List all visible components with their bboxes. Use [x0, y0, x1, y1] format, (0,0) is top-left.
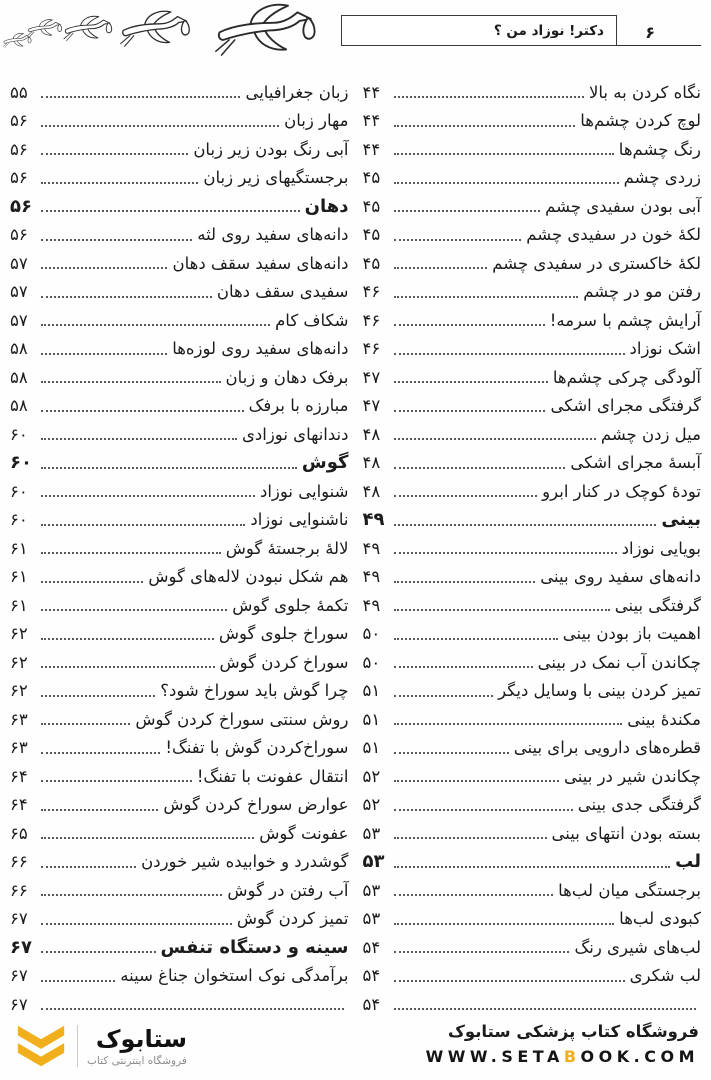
toc-entry-page: ۵۱ [362, 738, 381, 758]
toc-entry-page: ۵۳ [362, 880, 381, 900]
toc-entry-page: ۶۷ [10, 994, 28, 1014]
toc-entry-page: ۴۵ [362, 168, 381, 188]
toc-entry-title: هم شکل نبودن لاله‌های گوش [148, 567, 349, 587]
toc-entry-page: ۶۱ [10, 567, 28, 587]
toc-entry [10, 762, 349, 791]
toc-entry-page: ۵۰ [362, 624, 381, 644]
toc-leader-dots [394, 980, 625, 982]
toc-entry-title: مکندهٔ بینی [627, 709, 701, 729]
toc-entry-page: ۵۶ [10, 139, 28, 159]
toc-entry-page: ۵۸ [10, 396, 28, 416]
toc-column-left [10, 78, 349, 1014]
toc-leader-dots [41, 524, 245, 526]
toc-leader-dots [394, 581, 536, 583]
page-number: ۶ [645, 23, 655, 42]
toc-entry [363, 78, 702, 107]
toc-leader-dots [394, 695, 494, 697]
toc-entry [363, 591, 702, 620]
toc-leader-dots [41, 467, 297, 469]
toc-entry-page: ۵۱ [362, 681, 381, 701]
toc-leader-dots [394, 96, 584, 98]
toc-entry-title: تکمهٔ جلوی گوش [232, 595, 349, 615]
toc-entry [10, 848, 349, 877]
toc-entry-title: لب‌های شیری رنگ [574, 937, 701, 957]
toc-entry [363, 677, 702, 706]
toc-entry-page: ۵۴ [362, 994, 381, 1014]
toc-entry-page: ۶۷ [10, 909, 28, 929]
toc-leader-dots [394, 239, 522, 241]
running-head [341, 15, 701, 46]
toc-entry-page: ۶۷ [10, 936, 32, 958]
toc-entry-title: شکاف کام [275, 310, 349, 330]
toc-leader-dots [41, 267, 167, 269]
toc-entry-title: دهان [304, 195, 349, 217]
toc-entry [10, 420, 349, 449]
toc-entry-page: ۵۴ [362, 937, 381, 957]
toc-entry [363, 449, 702, 478]
toc-entry-page: ۵۸ [10, 339, 28, 359]
toc-entry-title: تمیز کردن گوش [236, 909, 349, 929]
toc-entry-page: ۶۰ [10, 452, 32, 474]
toc-leader-dots [41, 894, 222, 896]
toc-entry-title: عوارض سوراخ کردن گوش [163, 795, 349, 815]
toc-entry-title: آرایش چشم با سرمه! [549, 310, 701, 330]
toc-leader-dots [41, 495, 255, 497]
toc-entry [10, 791, 349, 820]
toc-entry-title: میل زدن چشم [600, 424, 701, 444]
toc-entry-page: ۴۷ [362, 396, 381, 416]
toc-entry [363, 705, 702, 734]
toc-leader-dots [394, 467, 566, 469]
toc-leader-dots [41, 752, 160, 754]
toc-entry [363, 221, 702, 250]
toc-leader-dots [394, 894, 554, 896]
toc-entry [363, 164, 702, 193]
toc-entry [10, 620, 349, 649]
toc-leader-dots [41, 723, 130, 725]
toc-entry-title: آبی بودن سفیدی چشم [545, 196, 701, 216]
toc-entry [363, 420, 702, 449]
toc-leader-dots [394, 1008, 697, 1010]
toc-leader-dots [394, 780, 560, 782]
toc-entry-page: ۵۶ [10, 195, 32, 217]
toc-entry [10, 392, 349, 421]
toc-entry-title: برجستگی میان لب‌ها [558, 880, 701, 900]
toc-entry-page: ۶۴ [10, 795, 28, 815]
toc-entry [10, 335, 349, 364]
toc-entry [10, 990, 349, 1019]
toc-entry-title: مهار زبان [284, 111, 349, 131]
toc-entry-page: ۶۲ [10, 681, 28, 701]
toc-entry-page: ۶۵ [10, 823, 28, 843]
toc-entry [10, 648, 349, 677]
table-of-contents [10, 78, 701, 1014]
toc-entry-page: ۵۴ [362, 966, 381, 986]
toc-entry-title: لوچ کردن چشم‌ها [580, 111, 701, 131]
toc-entry [363, 762, 702, 791]
toc-leader-dots [41, 239, 192, 241]
toc-entry-page: ۶۱ [10, 538, 28, 558]
toc-entry [10, 591, 349, 620]
toc-entry [363, 620, 702, 649]
toc-entry [363, 848, 702, 877]
toc-entry [363, 363, 702, 392]
toc-leader-dots [394, 495, 538, 497]
toc-entry-title: گرفتگی مجرای اشکی [550, 396, 701, 416]
toc-entry-page: ۵۵ [10, 82, 28, 102]
toc-entry-page: ۵۱ [362, 709, 381, 729]
toc-entry-title: بسته بودن انتهای بینی [551, 823, 701, 843]
brand-text [87, 1026, 187, 1067]
toc-entry-title: سوراخ‌کردن گوش با تفنگ! [165, 738, 349, 758]
toc-entry-title: نگاه کردن به بالا [588, 82, 701, 102]
toc-leader-dots [41, 438, 237, 440]
toc-entry-page: ۴۹ [362, 567, 381, 587]
toc-leader-dots [41, 324, 270, 326]
toc-entry-page: ۵۷ [10, 253, 28, 273]
toc-entry [363, 734, 702, 763]
toc-leader-dots [394, 837, 547, 839]
toc-leader-dots [41, 1008, 344, 1010]
toc-entry-title: رفتن مو در چشم [583, 282, 701, 302]
toc-entry-title: لب شکری [629, 966, 701, 986]
toc-entry-page: ۵۲ [362, 795, 381, 815]
brand-divider [77, 1025, 78, 1067]
toc-entry-title: سوراخ کردن گوش [219, 652, 349, 672]
toc-entry [10, 905, 349, 934]
toc-leader-dots [394, 609, 610, 611]
toc-leader-dots [394, 638, 558, 640]
toc-entry-page: ۴۵ [362, 253, 381, 273]
toc-entry [363, 990, 702, 1019]
toc-entry [10, 192, 349, 221]
toc-entry [10, 363, 349, 392]
toc-entry-title: آلودگی چرکی چشم‌ها [552, 367, 701, 387]
toc-entry-title: اشک نوزاد [629, 339, 701, 359]
toc-entry [10, 249, 349, 278]
toc-entry-title: آبی رنگ بودن زیر زبان [193, 139, 349, 159]
toc-entry [10, 278, 349, 307]
toc-leader-dots [394, 809, 573, 811]
toc-entry-page: ۶۶ [10, 880, 28, 900]
toc-entry-page: ۴۵ [362, 196, 381, 216]
toc-leader-dots [394, 182, 619, 184]
toc-entry [363, 335, 702, 364]
toc-entry-page: ۶۰ [10, 424, 28, 444]
toc-entry-title: اهمیت باز بودن بینی [562, 624, 701, 644]
toc-entry-page: ۴۷ [362, 367, 381, 387]
toc-entry-title: چکاندن آب نمک در بینی [537, 652, 701, 672]
toc-leader-dots [41, 552, 221, 554]
toc-entry-page: ۴۹ [362, 538, 381, 558]
stork-illustration [0, 0, 340, 66]
toc-entry-title: آب رفتن در گوش [227, 880, 349, 900]
toc-leader-dots [41, 980, 115, 982]
stork-icon [64, 16, 112, 40]
toc-entry-title: لکهٔ خون در سفیدی چشم [526, 225, 701, 245]
footer-store-info [426, 1022, 699, 1066]
book-title-box [341, 15, 617, 46]
toc-entry-page: ۴۶ [362, 310, 381, 330]
toc-entry-page: ۶۳ [10, 738, 28, 758]
toc-entry-title: گرفتگی بینی [614, 595, 701, 615]
toc-entry-title: بینی [661, 509, 701, 531]
toc-entry [10, 477, 349, 506]
toc-entry-title: روش سنتی سوراخ کردن گوش [135, 709, 349, 729]
toc-entry-page: ۴۸ [362, 424, 381, 444]
toc-entry-page: ۵۳ [362, 909, 381, 929]
toc-entry-page: ۶۶ [10, 852, 28, 872]
toc-leader-dots [394, 410, 546, 412]
toc-leader-dots [41, 153, 188, 155]
toc-entry-page: ۵۲ [362, 766, 381, 786]
toc-entry [10, 534, 349, 563]
toc-leader-dots [394, 723, 623, 725]
toc-entry-title: قطره‌های دارویی برای بینی [513, 738, 701, 758]
toc-leader-dots [394, 153, 614, 155]
toc-entry-title: لالهٔ برجستهٔ گوش [225, 538, 349, 558]
toc-leader-dots [41, 410, 244, 412]
toc-entry-page: ۶۳ [10, 709, 28, 729]
toc-leader-dots [41, 96, 240, 98]
toc-leader-dots [41, 609, 227, 611]
toc-leader-dots [394, 866, 671, 868]
toc-entry-page: ۶۲ [10, 624, 28, 644]
toc-entry-title: گرفتگی جدی بینی [577, 795, 701, 815]
toc-entry-page: ۵۰ [362, 652, 381, 672]
brand-title: ستابوک [95, 1024, 187, 1053]
toc-entry [363, 962, 702, 991]
toc-entry-title: چرا گوش باید سوراخ شود؟ [160, 681, 349, 701]
toc-entry-page: ۴۶ [362, 339, 381, 359]
toc-entry-page: ۶۲ [10, 652, 28, 672]
toc-entry-page: ۴۴ [362, 82, 381, 102]
toc-entry-title: سینه و دستگاه تنفس [160, 936, 349, 958]
toc-entry-page: ۵۶ [10, 168, 28, 188]
url-highlight: B [563, 1047, 581, 1066]
toc-leader-dots [41, 780, 192, 782]
toc-entry-title: سوراخ جلوی گوش [218, 624, 349, 644]
toc-entry-page: ۶۱ [10, 595, 28, 615]
toc-leader-dots [41, 923, 232, 925]
toc-leader-dots [41, 182, 198, 184]
toc-entry [363, 192, 702, 221]
toc-entry-title: انتقال عفونت با تفنگ! [196, 766, 349, 786]
toc-entry [10, 135, 349, 164]
toc-entry [363, 563, 702, 592]
toc-entry [363, 278, 702, 307]
toc-entry-page: ۵۷ [10, 282, 28, 302]
toc-entry-title: دانه‌های سفید روی لوزه‌ها [172, 339, 349, 359]
toc-entry-page: ۶۷ [10, 966, 28, 986]
toc-entry-page: ۴۸ [362, 453, 381, 473]
toc-entry-title: مبارزه با برفک [248, 396, 349, 416]
toc-leader-dots [394, 210, 541, 212]
toc-entry-title: لکهٔ خاکستری در سفیدی چشم [492, 253, 701, 273]
toc-entry [10, 962, 349, 991]
brand-logo [14, 1022, 187, 1070]
toc-entry-title: تودهٔ کوچک در کنار ابرو [542, 481, 701, 501]
toc-entry [10, 933, 349, 962]
toc-entry-page: ۴۹ [362, 509, 385, 531]
toc-leader-dots [41, 951, 156, 953]
toc-entry [10, 107, 349, 136]
toc-entry-title: لب [675, 851, 701, 873]
url-prefix: WWW.SETA [425, 1047, 564, 1066]
toc-leader-dots [41, 809, 158, 811]
store-url [426, 1047, 699, 1066]
toc-entry-page: ۴۸ [362, 481, 381, 501]
toc-entry-title: دندانهای نوزادی [241, 424, 349, 444]
stork-icon [121, 11, 190, 46]
toc-entry [10, 449, 349, 478]
toc-entry-title: سفیدی سقف دهان [216, 282, 349, 302]
toc-leader-dots [41, 381, 221, 383]
toc-leader-dots [394, 438, 596, 440]
toc-entry-title: گوشدرد و خوابیده شیر خوردن [141, 852, 349, 872]
toc-entry-title: برفک دهان و زبان [225, 367, 349, 387]
toc-entry [10, 705, 349, 734]
toc-leader-dots [394, 524, 657, 526]
toc-entry-page: ۴۹ [362, 595, 381, 615]
toc-entry [10, 734, 349, 763]
toc-leader-dots [41, 695, 155, 697]
stork-icon [27, 20, 61, 37]
book-title: دکتر! نوزاد من ؟ [493, 22, 604, 39]
toc-leader-dots [41, 125, 279, 127]
toc-entry-title: ناشنوایی نوزاد [250, 510, 349, 530]
toc-entry-title: بویایی نوزاد [621, 538, 701, 558]
toc-entry-title: دانه‌های سفید روی لثه [197, 225, 349, 245]
toc-leader-dots [41, 210, 300, 212]
toc-entry-page: ۶۴ [10, 766, 28, 786]
toc-entry [363, 648, 702, 677]
toc-entry [10, 677, 349, 706]
toc-entry [363, 819, 702, 848]
toc-entry-page: ۵۳ [362, 851, 385, 873]
toc-entry-title: رنگ چشم‌ها [618, 139, 701, 159]
toc-leader-dots [41, 581, 143, 583]
toc-entry-page: ۶۰ [10, 510, 28, 530]
toc-entry-title: آبسهٔ مجرای اشکی [570, 453, 701, 473]
toc-leader-dots [394, 666, 533, 668]
toc-entry-page: ۵۸ [10, 367, 28, 387]
toc-entry [10, 221, 349, 250]
toc-entry-title: دانه‌های سفید روی بینی [540, 567, 701, 587]
toc-leader-dots [41, 638, 214, 640]
toc-leader-dots [394, 324, 545, 326]
toc-entry-page: ۵۶ [10, 111, 28, 131]
toc-entry [10, 306, 349, 335]
toc-entry-title: برآمدگی نوک استخوان جناغ سینه [120, 966, 349, 986]
stork-icon [216, 5, 315, 55]
toc-leader-dots [41, 866, 136, 868]
toc-entry-title: تمیز کردن بینی با وسایل دیگر [498, 681, 701, 701]
store-name: فروشگاه کتاب پزشکی ستابوک [448, 1022, 699, 1041]
toc-entry [363, 477, 702, 506]
toc-entry [363, 534, 702, 563]
toc-entry-page: ۴۵ [362, 225, 381, 245]
toc-entry-title: عفونت گوش [259, 823, 349, 843]
toc-entry [363, 933, 702, 962]
toc-entry [10, 563, 349, 592]
toc-entry [363, 392, 702, 421]
toc-entry-title: گوش [301, 452, 349, 474]
toc-entry [10, 78, 349, 107]
toc-entry [363, 249, 702, 278]
toc-entry-title: چکاندن شیر در بینی [564, 766, 701, 786]
toc-entry-page: ۶۰ [10, 481, 28, 501]
toc-leader-dots [41, 837, 254, 839]
toc-entry [363, 905, 702, 934]
toc-entry-title: برجستگیهای زیر زبان [203, 168, 349, 188]
toc-entry [10, 876, 349, 905]
toc-leader-dots [41, 666, 215, 668]
toc-entry [10, 506, 349, 535]
toc-leader-dots [394, 923, 615, 925]
toc-leader-dots [394, 125, 576, 127]
toc-leader-dots [394, 267, 488, 269]
toc-entry-page: ۴۴ [362, 139, 381, 159]
toc-entry-title: کبودی لب‌ها [619, 909, 701, 929]
toc-entry-title: زبان جغرافیایی [245, 82, 349, 102]
brand-subtitle: فروشگاه اینترنتی کتاب [87, 1054, 187, 1067]
toc-leader-dots [41, 353, 167, 355]
toc-entry-page: ۴۶ [362, 282, 381, 302]
toc-entry-title: شنوایی نوزاد [259, 481, 349, 501]
toc-entry [10, 819, 349, 848]
toc-entry-title: زردی چشم [623, 168, 701, 188]
toc-leader-dots [394, 381, 548, 383]
toc-entry [363, 135, 702, 164]
toc-entry-page: ۵۶ [10, 225, 28, 245]
toc-entry-title: دانه‌های سفید سقف دهان [172, 253, 349, 273]
url-suffix: OOK.COM [580, 1047, 699, 1066]
stork-icon [3, 33, 31, 47]
setabook-logo-icon [14, 1022, 68, 1070]
toc-leader-dots [41, 296, 212, 298]
toc-leader-dots [394, 951, 570, 953]
toc-leader-dots [394, 296, 579, 298]
toc-entry [363, 506, 702, 535]
toc-leader-dots [394, 552, 617, 554]
toc-leader-dots [394, 752, 509, 754]
toc-entry [363, 306, 702, 335]
toc-leader-dots [394, 353, 625, 355]
toc-entry [363, 107, 702, 136]
toc-entry-page: ۵۷ [10, 310, 28, 330]
toc-entry [363, 876, 702, 905]
toc-entry-page: ۵۳ [362, 823, 381, 843]
toc-entry [363, 791, 702, 820]
toc-entry [10, 164, 349, 193]
toc-column-right [362, 78, 702, 1014]
toc-entry-page: ۴۴ [362, 111, 381, 131]
